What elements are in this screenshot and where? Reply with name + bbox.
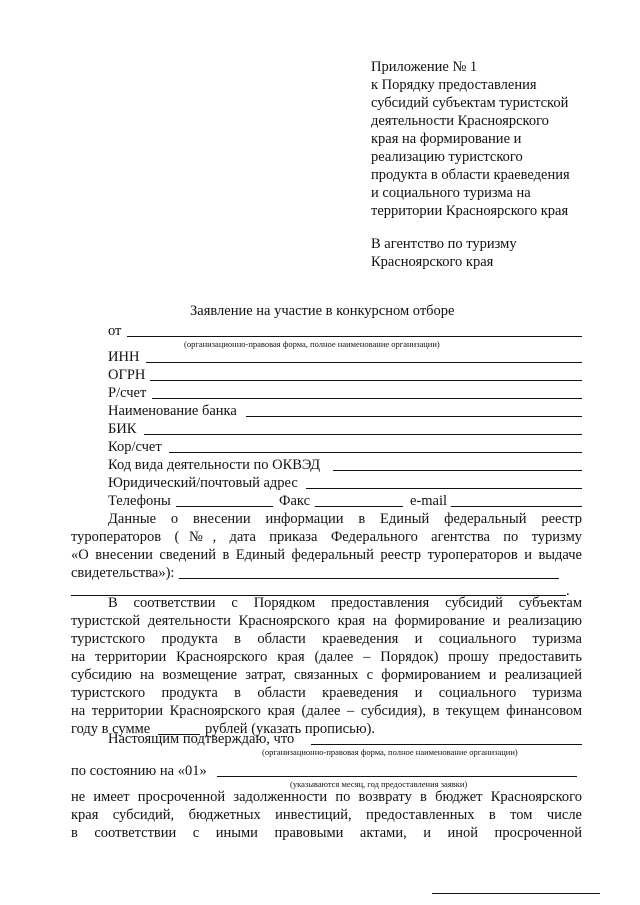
registry-text: «О внесении сведений в Единый федеральный реестр туроператоров и выдаче	[71, 547, 582, 563]
registry-field-line[interactable]	[179, 578, 559, 579]
registry-text: Данные о внесении информации в Единый федеральный реестр	[108, 511, 582, 527]
account-label: Р/счет	[108, 385, 147, 401]
appendix-line: территории Красноярского края	[371, 203, 569, 219]
phones-field-line[interactable]	[176, 506, 273, 507]
fax-field-line[interactable]	[315, 506, 403, 507]
body-paragraph-line: туристского продукта в области краеведения и социального туризма	[71, 685, 582, 701]
address-label: Юридический/почтовый адрес	[108, 475, 298, 491]
body-paragraph-line: В соответствии с Порядком предоставления субсидий субъектам	[108, 595, 582, 611]
email-label: e-mail	[410, 493, 448, 509]
state-text: по состоянию на «01»	[71, 763, 207, 779]
body-paragraph-line: на территории Красноярского края (далее – субсидия), в текущем финансовом	[71, 703, 582, 719]
inn-field-line[interactable]	[146, 362, 582, 363]
state-field-line[interactable]	[217, 776, 577, 777]
registry-text: туроператоров (№, дата приказа Федерального агентства по туризму	[71, 529, 582, 545]
appendix-line: края на формирование и	[371, 131, 522, 147]
from-caption: (организационно-правовая форма, полное наименование организации)	[184, 339, 440, 349]
addressee-line: В агентство по туризму	[371, 236, 517, 252]
fax-label: Факс	[279, 493, 311, 509]
appendix-line: деятельности Красноярского	[371, 113, 549, 129]
inn-label: ИНН	[108, 349, 140, 365]
document-title: Заявление на участие в конкурсном отборе	[190, 303, 455, 319]
ogrn-field-line[interactable]	[150, 380, 582, 381]
bik-label: БИК	[108, 421, 137, 437]
registry-end-dot: .	[566, 583, 570, 599]
body-paragraph-line: субсидию на возмещение затрат, связанных с формированием и реализацией	[71, 667, 582, 683]
confirm-text: Настоящим подтверждаю, что	[108, 731, 295, 747]
appendix-line: субсидий субъектам туристской	[371, 95, 569, 111]
registry-text: свидетельства»):	[71, 565, 175, 581]
addressee-line: Красноярского края	[371, 254, 494, 270]
corr-field-line[interactable]	[169, 452, 582, 453]
debt-paragraph-line: в соответствии с иными правовыми актами, и иной просроченной	[71, 825, 582, 841]
body-paragraph-line: на территории Красноярского края (далее – Порядок) прошу предоставить	[71, 649, 582, 665]
debt-paragraph-line: края субсидий, бюджетных инвестиций, предоставленных в том числе	[71, 807, 582, 823]
bik-field-line[interactable]	[144, 434, 582, 435]
footer-rule	[432, 893, 600, 894]
appendix-line: к Порядку предоставления	[371, 77, 537, 93]
debt-paragraph-line: не имеет просроченной задолженности по возврату в бюджет Красноярского	[71, 789, 582, 805]
bank-field-line[interactable]	[246, 416, 582, 417]
okved-label: Код вида деятельности по ОКВЭД	[108, 457, 321, 473]
from-label: от	[108, 323, 122, 339]
appendix-line: и социального туризма на	[371, 185, 531, 201]
body-paragraph-line: туристского продукта в области краеведения и социального туризма	[71, 631, 582, 647]
body-last-prefix: году в сумме	[71, 721, 151, 737]
bank-label: Наименование банка	[108, 403, 237, 419]
from-field-line[interactable]	[127, 336, 582, 337]
confirm-field-line[interactable]	[311, 744, 582, 745]
email-field-line[interactable]	[451, 506, 582, 507]
phones-label: Телефоны	[108, 493, 171, 509]
okved-field-line[interactable]	[333, 470, 582, 471]
appendix-line: Приложение № 1	[371, 59, 478, 75]
ogrn-label: ОГРН	[108, 367, 146, 383]
body-paragraph-line: туристской деятельности Красноярского края на формирование и реализацию	[71, 613, 582, 629]
corr-label: Кор/счет	[108, 439, 162, 455]
body-last-suffix: рублей (указать прописью).	[205, 721, 376, 737]
address-field-line[interactable]	[306, 488, 582, 489]
account-field-line[interactable]	[152, 398, 582, 399]
appendix-line: продукта в области краеведения	[371, 167, 570, 183]
confirm-caption: (организационно-правовая форма, полное наименование организации)	[262, 747, 518, 757]
state-caption: (указываются месяц, год предоставления заявки)	[290, 779, 468, 789]
appendix-line: реализацию туристского	[371, 149, 523, 165]
